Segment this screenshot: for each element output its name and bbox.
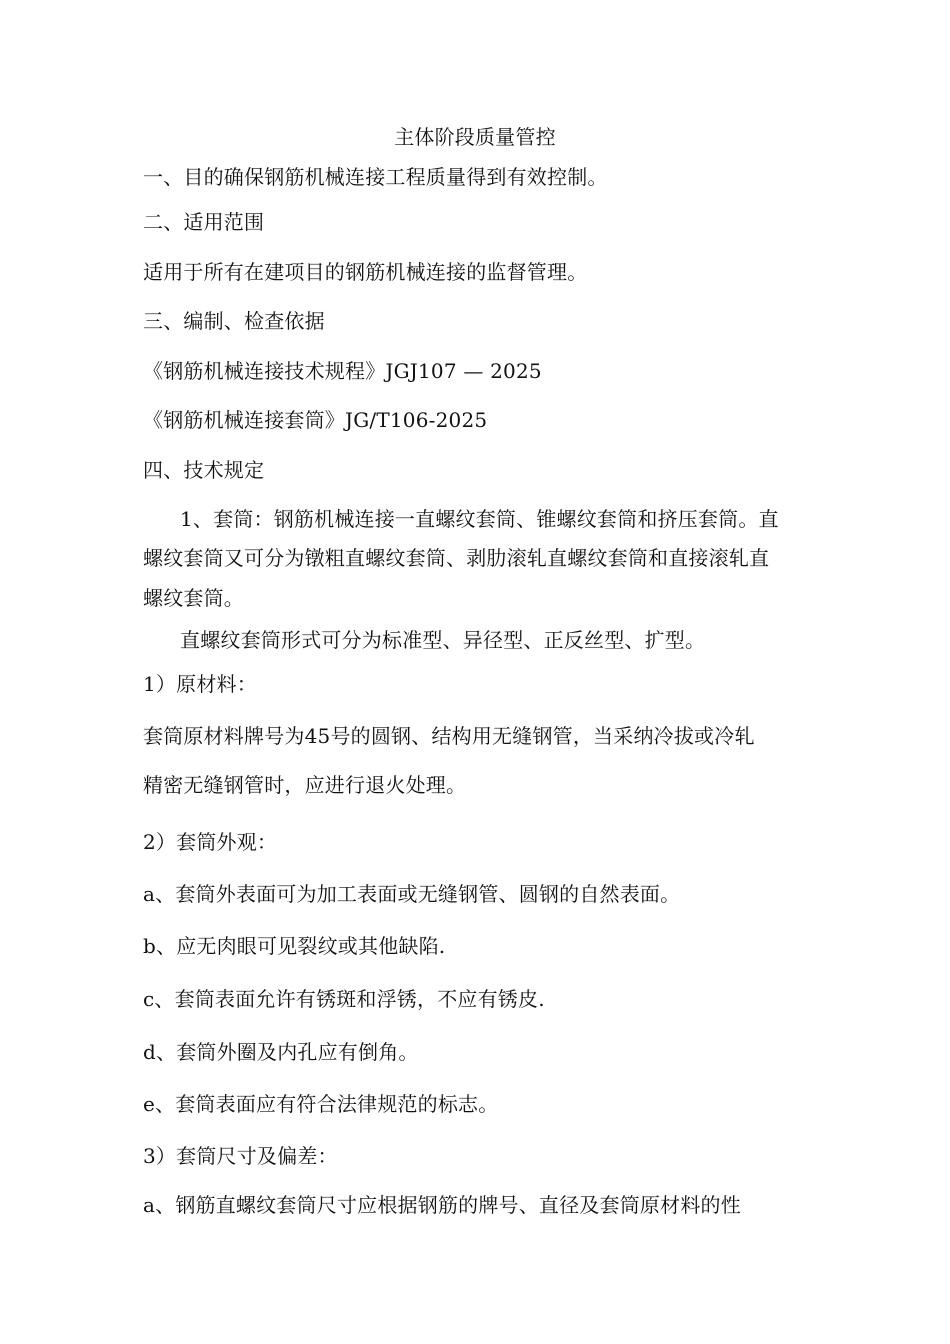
- raw-material-heading: 1）原材料：: [143, 672, 257, 696]
- appearance-item-d: d、套筒外圈及内孔应有倒角。: [143, 1040, 419, 1064]
- section-technical-heading: 四、技术规定: [143, 458, 265, 482]
- technical-paragraph-line-2: 螺纹套筒又可分为镦粗直螺纹套筒、剥肋滚轧直螺纹套筒和直接滚轧直: [143, 546, 770, 570]
- appearance-item-b: b、应无肉眼可见裂纹或其他缺陷.: [143, 934, 446, 958]
- section-basis-heading: 三、编制、检查依据: [143, 309, 325, 333]
- section-scope-heading: 二、适用范围: [143, 210, 265, 234]
- scope-text: 适用于所有在建项目的钢筋机械连接的监督管理。: [143, 260, 588, 284]
- appearance-item-e: e、套筒表面应有符合法律规范的标志。: [143, 1092, 499, 1116]
- section-purpose: 一、目的确保钢筋机械连接工程质量得到有效控制。: [143, 165, 608, 189]
- appearance-item-c: c、套筒表面允许有锈斑和浮锈，不应有锈皮.: [143, 987, 545, 1011]
- appearance-heading: 2）套筒外观：: [143, 830, 278, 854]
- technical-paragraph-line-3: 螺纹套筒。: [143, 586, 244, 610]
- raw-material-line-2: 精密无缝钢管时，应进行退火处理。: [143, 773, 467, 797]
- basis-item-2: 《钢筋机械连接套筒》JG/T106-2025: [143, 408, 488, 432]
- raw-material-line-1: 套筒原材料牌号为45号的圆钢、结构用无缝钢管，当采纳冷拔或冷轧: [143, 724, 755, 748]
- technical-paragraph-line-1: 1、套筒：钢筋机械连接一直螺纹套筒、锥螺纹套筒和挤压套筒。直: [180, 507, 779, 531]
- document-title: 主体阶段质量管控: [394, 125, 556, 149]
- basis-item-1: 《钢筋机械连接技术规程》JGJ107 — 2025: [143, 359, 542, 383]
- sleeve-types-text: 直螺纹套筒形式可分为标准型、异径型、正反丝型、扩型。: [180, 628, 706, 652]
- size-deviation-item-a: a、钢筋直螺纹套筒尺寸应根据钢筋的牌号、直径及套筒原材料的性: [143, 1193, 741, 1217]
- appearance-item-a: a、套筒外表面可为加工表面或无缝钢管、圆钢的自然表面。: [143, 882, 681, 906]
- size-deviation-heading: 3）套筒尺寸及偏差：: [143, 1144, 338, 1168]
